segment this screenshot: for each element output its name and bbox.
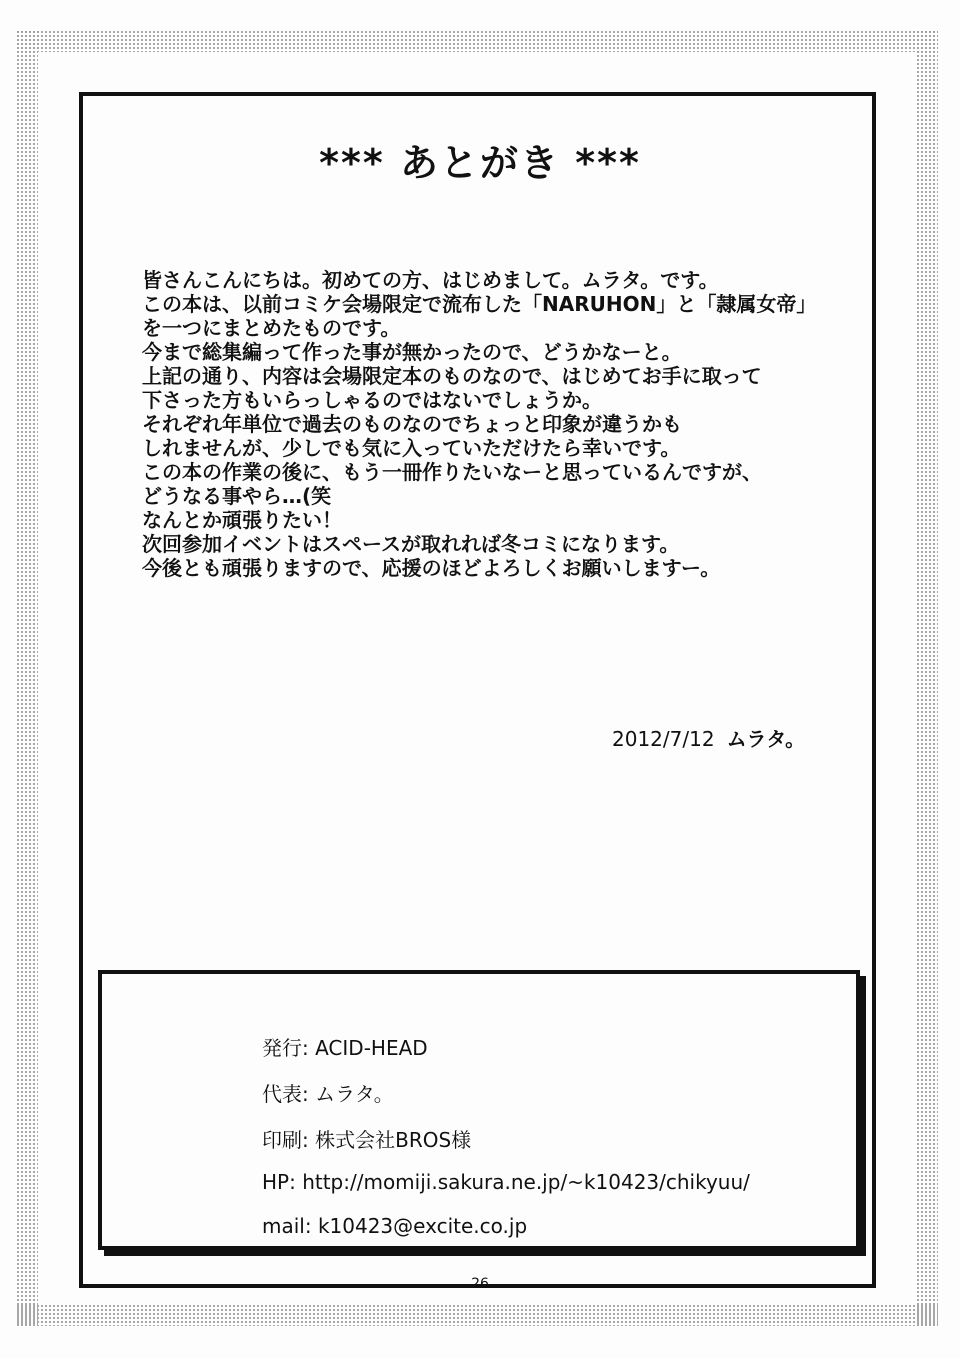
body-line: この本は、以前コミケ会場限定で流布した「NARUHON」と「隷属女帝」 <box>142 292 817 316</box>
afterword-title: *** あとがき *** <box>319 141 641 185</box>
colophon-representative: 代表: ムラタ。 <box>262 1082 394 1106</box>
body-line: 皆さんこんにちは。初めての方、はじめまして。ムラタ。です。 <box>142 268 719 292</box>
dotted-border-top <box>16 30 938 52</box>
signature <box>612 723 805 752</box>
signature-date: 2012/7/12 <box>612 727 715 751</box>
body-line: 次回参加イベントはスペースが取れれば冬コミになります。 <box>142 532 680 556</box>
body-line: しれませんが、少しでも気に入っていただけたら幸いです。 <box>142 436 681 460</box>
signature-name: ムラタ。 <box>726 727 806 751</box>
dotted-border-left <box>16 30 38 1326</box>
colophon-publisher: 発行: ACID-HEAD <box>262 1036 428 1060</box>
body-line: 今まで総集編って作った事が無かったので、どうかなーと。 <box>142 340 682 364</box>
colophon-printer: 印刷: 株式会社BROS様 <box>262 1128 472 1152</box>
body-line: 今後とも頑張りますので、応援のほどよろしくお願いしますー。 <box>142 556 721 580</box>
body-line: どうなる事やら…(笑 <box>142 484 332 508</box>
body-line: を一つにまとめたものです。 <box>142 316 401 340</box>
dotted-border-right <box>916 30 938 1326</box>
colophon-homepage: HP: http://momiji.sakura.ne.jp/~k10423/chikyuu/ <box>262 1170 750 1194</box>
page-number: 26 <box>471 1276 489 1292</box>
colophon-box <box>98 970 860 1250</box>
body-line: この本の作業の後に、もう一冊作りたいなーと思っているんですが、 <box>142 460 762 484</box>
dotted-border-bottom <box>16 1304 938 1326</box>
body-line: なんとか頑張りたい！ <box>142 508 342 532</box>
body-line: 下さった方もいらっしゃるのではないでしょうか。 <box>142 388 602 412</box>
body-line: それぞれ年単位で過去のものなのでちょっと印象が違うかも <box>142 412 682 436</box>
colophon-mail: mail: k10423@excite.co.jp <box>262 1214 528 1238</box>
body-line: 上記の通り、内容は会場限定本のものなので、はじめてお手に取って <box>142 364 762 388</box>
afterword-body <box>142 268 862 580</box>
